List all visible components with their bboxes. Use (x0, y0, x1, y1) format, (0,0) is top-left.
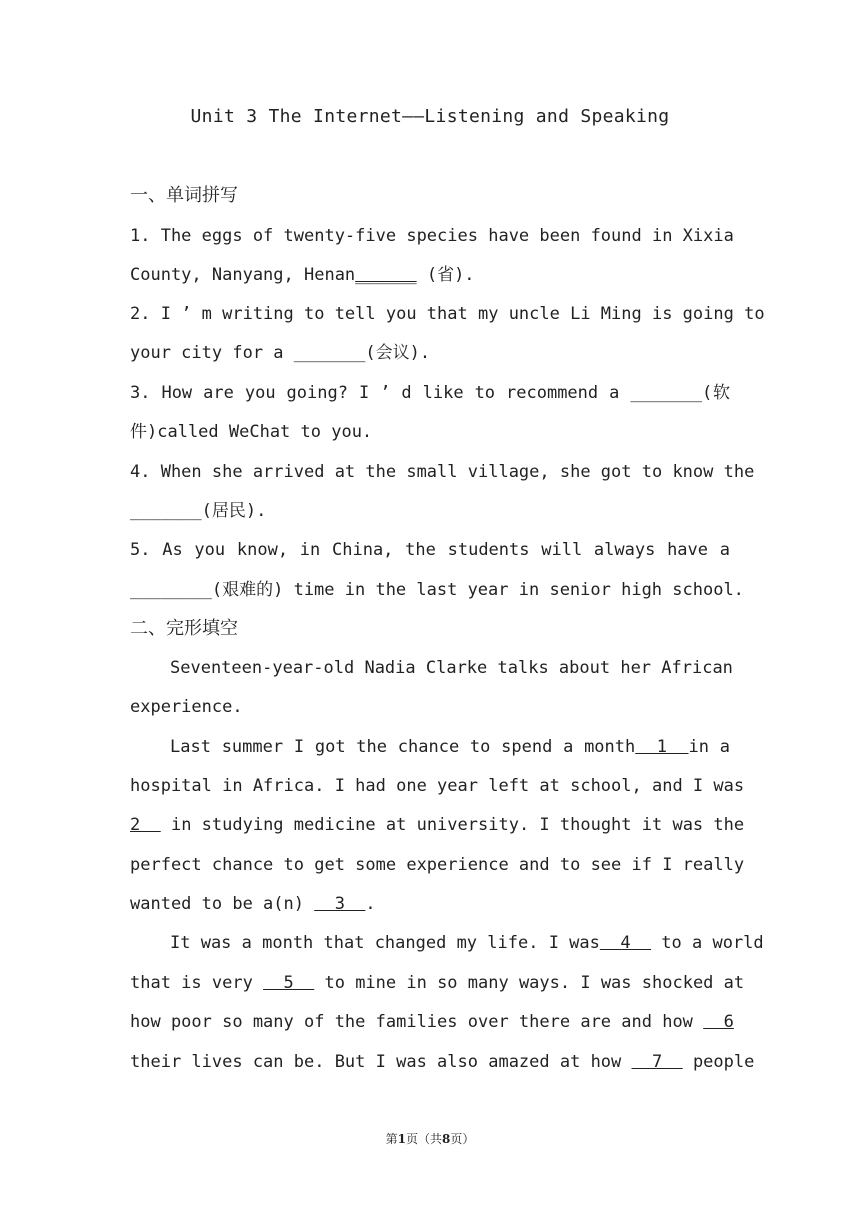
paragraph-2-line-2: hospital in Africa. I had one year left at school, and I was (130, 776, 745, 796)
paragraph-2-text: in studying medicine at university. I thought it was the (160, 815, 745, 835)
cloze-blank-1: 1 (635, 737, 689, 757)
question-1-blank: ______ (355, 265, 417, 285)
paragraph-3-text: people (682, 1052, 755, 1072)
paragraph-3-text: how poor so many of the families over there are and how (130, 1012, 704, 1032)
paragraph-1-line-2: experience. (130, 697, 243, 717)
question-5-line-1: 5. As you know, in China, the students will always have a (130, 540, 730, 560)
question-5-line-2: ________(艰难的) time in the last year in senior high school. (130, 580, 744, 600)
page-title: Unit 3 The Internet——Listening and Speaking (190, 106, 670, 127)
question-2-line-2: your city for a _______(会议). (130, 343, 431, 363)
footer-text: 第 (385, 1132, 398, 1146)
paragraph-2-line-3 (130, 812, 745, 838)
question-4-line-2: _______(居民). (130, 501, 267, 521)
paragraph-3-text: to mine in so many ways. I was shocked at (314, 973, 745, 993)
paragraph-3-line-3 (130, 1009, 734, 1035)
paragraph-2-line-4: perfect chance to get some experience and to see if I really (130, 855, 745, 875)
cloze-blank-7: 7 (631, 1052, 683, 1072)
section-heading-cloze: 二、完形填空 (130, 618, 238, 639)
cloze-blank-4: 4 (599, 933, 652, 953)
paragraph-3-text: that is very (130, 973, 264, 993)
paragraph-3-text: It was a month that changed my life. I was (170, 933, 600, 953)
total-pages-number: 8 (442, 1132, 451, 1146)
cloze-blank-2: 2 (130, 815, 161, 835)
current-page-number: 1 (397, 1132, 406, 1146)
paragraph-3-line-1 (130, 930, 764, 956)
question-1-hint: (省). (416, 265, 475, 285)
paragraph-3-line-2 (130, 970, 745, 996)
question-3-line-1: 3. How are you going? I ’ d like to recommend a _______(软 (130, 383, 730, 403)
paragraph-2-text: wanted to be a(n) (130, 894, 315, 914)
paragraph-3-line-4 (130, 1049, 755, 1075)
paragraph-2-text: in a (688, 737, 730, 757)
question-2-line-1: 2. I ’ m writing to tell you that my uncle Li Ming is going to (130, 304, 765, 324)
paragraph-2-text: Last summer I got the chance to spend a month (170, 737, 636, 757)
paragraph-3-text: to a world (651, 933, 764, 953)
cloze-blank-6: 6 (703, 1012, 734, 1032)
question-3-line-2: 件)called WeChat to you. (130, 422, 373, 442)
footer-text: 页（共 (405, 1132, 442, 1146)
paragraph-1-line-1: Seventeen-year-old Nadia Clarke talks about her African (170, 658, 733, 678)
paragraph-2-line-1 (130, 734, 730, 760)
question-4-line-1: 4. When she arrived at the small village, she got to know the (130, 462, 755, 482)
question-1-line-2 (130, 262, 730, 288)
cloze-blank-3: 3 (314, 894, 366, 914)
question-1-line-1: 1. The eggs of twenty-five species have been found in Xixia (130, 226, 734, 246)
question-1-text: County, Nanyang, Henan (130, 265, 356, 285)
cloze-blank-5: 5 (263, 973, 315, 993)
section-heading-spelling: 一、单词拼写 (130, 185, 238, 206)
paragraph-3-text: their lives can be. But I was also amazed at how (130, 1052, 632, 1072)
paragraph-2-text: . (365, 894, 376, 914)
page-footer (0, 1130, 860, 1147)
footer-text: 页） (450, 1132, 475, 1146)
paragraph-2-line-5 (130, 891, 730, 917)
